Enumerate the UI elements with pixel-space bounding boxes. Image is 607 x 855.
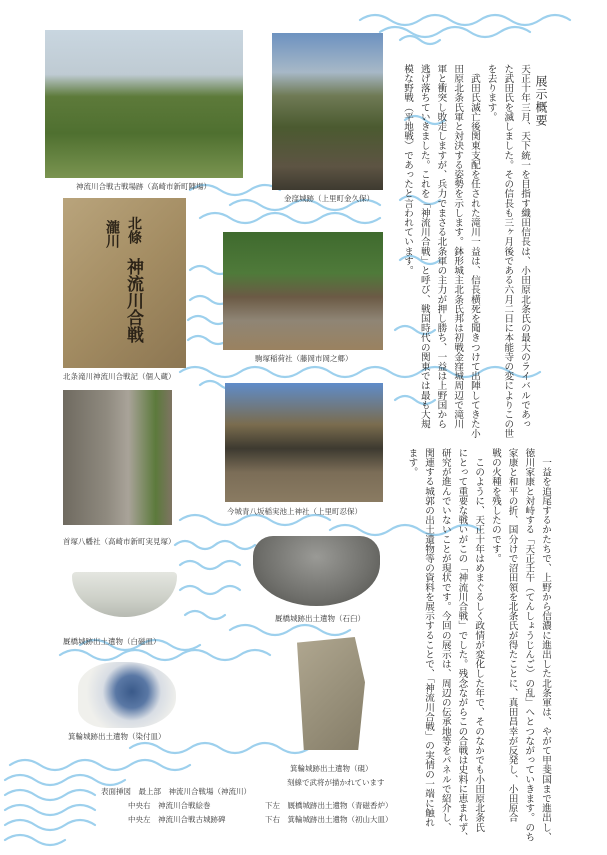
battlefield-caption: 神流川合戦古戦場跡（高崎市新町陣場） bbox=[76, 182, 211, 191]
scroll-photo bbox=[63, 198, 186, 368]
mortar-caption: 厩橋城跡出土遺物（石臼） bbox=[275, 614, 365, 623]
credit-center-right: 中央右 神流川合戦絵巻 bbox=[128, 801, 211, 810]
text-line: 田原北条氏軍と対決する姿勢を示します。鉢形城主北条氏邦は初戦金窪城周辺で滝川 bbox=[452, 64, 464, 429]
kanakubo-caption: 金窪城跡（上里町金久保） bbox=[284, 194, 374, 203]
text-line: 武田氏滅亡後関東支配を任された滝川一益は、信長横死を聞きつけて出陣してきた小 bbox=[468, 64, 480, 439]
blue-white-plate-photo bbox=[78, 662, 176, 728]
imajo-shrine-photo bbox=[225, 383, 383, 502]
text-line: ます。 bbox=[406, 448, 418, 477]
text-line: 天正十年三月、天下統一を目指す織田信長は、小田原北条氏の最大のライバルであっ bbox=[519, 64, 530, 429]
text-line: 徳川家康と対峙する「天正壬午（てんしょうじんご）の乱」へとつながっていきます。のち bbox=[523, 448, 535, 842]
scroll-caption: 北条滝川神流川合戦記（個人蔵） bbox=[63, 372, 176, 381]
inkstone-note: 刻線で武将が描かれています bbox=[287, 778, 385, 787]
text-line: にとって重要な戦いがこの「神流川合戦」でした。残念ながらこの合戦は史料に恵まれず、 bbox=[456, 448, 468, 842]
text-line: 関連する城郭の出土遺物等の資料を展示することで、「神流川合戦」の実情の一端に触れ bbox=[423, 448, 435, 828]
text-line: を去ります。 bbox=[485, 64, 497, 122]
credit-bottom-right: 下右 箕輪城跡出土遺物（初山大皿） bbox=[265, 815, 393, 824]
scroll-title-2: 瀧川 bbox=[104, 220, 120, 248]
text-line: 家康と和平の折、国分けで沼田領を北条氏が得たことに、真田昌幸が反発し、小田原合 bbox=[506, 448, 518, 823]
credit-top: 表面挿図 最上部 神流川合戦場（神流川） bbox=[101, 787, 251, 796]
text-line: 一益を追尾するかたちで、上野から信濃に進出した北条軍は、やがて甲斐国まで進出し、 bbox=[540, 448, 551, 842]
scroll-title-3: 神流川合戦 bbox=[123, 258, 143, 343]
text-line: このように、天正十年はめまぐるしく政情が変化した年で、そのなかでも小田原北条氏 bbox=[473, 448, 485, 832]
credit-center-left: 中央左 神流川合戦古城跡碑 bbox=[128, 815, 226, 824]
text-line: 研究が進んでいないことが現状です。今回の展示は、周辺の伝承地等をパネルで紹介し、 bbox=[439, 448, 451, 832]
kanakubo-castle-photo bbox=[272, 33, 383, 190]
bowl-caption: 厩橋城跡出土遺物（白磁皿） bbox=[63, 637, 161, 646]
plate-caption: 箕輪城跡出土遺物（染付皿） bbox=[68, 732, 166, 741]
credit-bottom-left: 下左 厩橋城跡出土遺物（青磁香炉） bbox=[265, 801, 393, 810]
inkstone-caption: 箕輪城跡出土遺物（硯） bbox=[290, 764, 373, 773]
inkstone-photo bbox=[297, 637, 365, 750]
inari-caption: 駒塚稲荷社（藤岡市岡之郷） bbox=[255, 354, 353, 363]
text-line: 軍と衝突し敗走しますが、兵力でまさる北条軍の主力が押し勝ち、一益は上野国から bbox=[435, 64, 447, 429]
text-line: 模な野戦（平地戦）であったと言われています。 bbox=[402, 64, 414, 276]
kubizuka-photo bbox=[63, 390, 172, 525]
text-line: 逃げ落ちていきました。これを「神流川合戦」と呼び、戦国時代の関東では最も大規 bbox=[418, 64, 430, 429]
overview-paragraph-1 bbox=[398, 64, 532, 439]
overview-paragraph-2 bbox=[403, 448, 553, 842]
battlefield-photo bbox=[45, 30, 243, 178]
overview-title: 展示概要 bbox=[534, 75, 548, 127]
text-line: た武田氏を滅しました。その信長も三ヶ月後である六月二日に本能寺の変によりこの世 bbox=[502, 64, 514, 439]
inari-shrine-photo bbox=[223, 232, 383, 350]
scroll-title-1: 北條 bbox=[126, 216, 142, 244]
text-line: 戦の火種を残したのです。 bbox=[489, 448, 501, 564]
kubizuka-caption: 首塚八幡社（高崎市新町実見塚） bbox=[63, 537, 176, 546]
imajo-caption: 今城青八坂稲実池上神社（上里町忍保） bbox=[227, 507, 362, 516]
